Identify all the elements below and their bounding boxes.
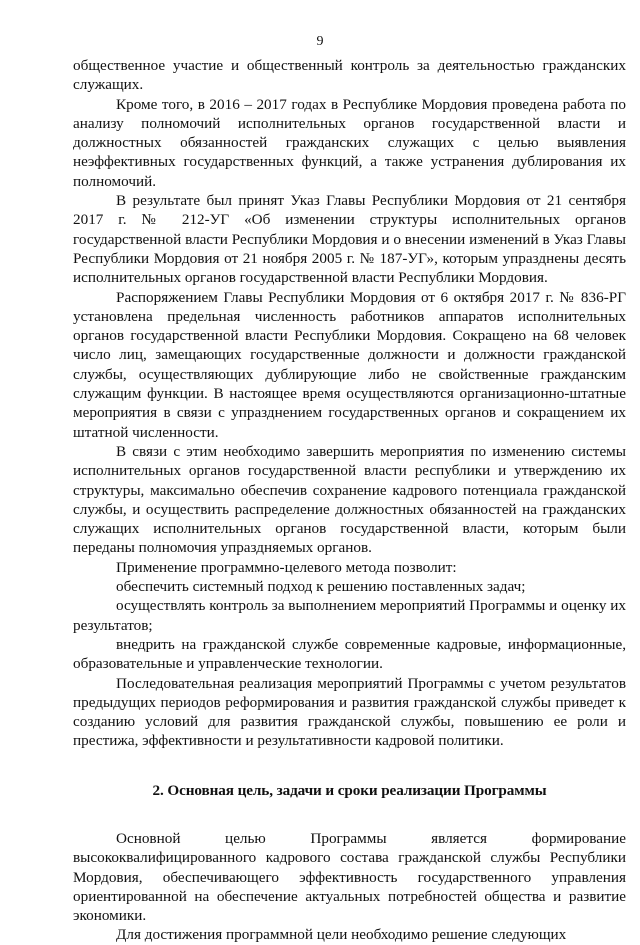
paragraph: В связи с этим необходимо завершить мероприятия по изменению системы исполнительных органов государственной власти республики и утверждению их структуры, максимально обеспечив сохранение кадрового потенциала гражданской службы, и осуществить распределение должностных обязанностей на гражданских служащих исполнительных органов государственной власти, которым были переданы полномочия упраздняемых органов. [73,442,626,557]
section-heading: 2. Основная цель, задачи и сроки реализации Программы [152,781,547,799]
paragraph: обеспечить системный подход к решению поставленных задач; [116,578,526,596]
page-number: 9 [316,34,324,49]
paragraph: осуществлять контроль за выполнением мероприятий Программы и оценку их результатов; [73,597,626,634]
paragraph: В результате был принят Указ Главы Республики Мордовия от 21 сентября 2017 г. № 212-УГ «Об изменении структуры исполнительных органов государственной власти Республики Мордовия и о внесении изменений в Указ Главы Республики Мордовия от 21 ноября 2005 г. № 187-УГ», которым упразднены десять исполнительных органов государственной власти Республики Мордовия. [73,192,626,287]
paragraph: внедрить на гражданской службе современные кадровые, информационные, образовательные и управленческие технологии. [73,635,626,673]
paragraph: общественное участие и общественный контроль за деятельностью гражданских служащих. [73,57,626,94]
document-body [73,56,626,945]
paragraph: Применение программно-целевого метода позволит: [116,558,457,576]
paragraph: Последовательная реализация мероприятий Программы с учетом результатов предыдущих периодов реформирования и развития гражданской службы приведет к созданию условий для развития гражданской службы, повышению ее роли и престижа, эффективности и результативности кадровой политики. [73,674,626,750]
paragraph: Основной целью Программы является формирование высококвалифицированного кадрового состава гражданской службы Республики Мордовия, обеспечивающего эффективность государственного управления ориентированной на обеспечение актуальных потребностей общества и развитие экономики. [73,829,626,925]
paragraph: Кроме того, в 2016 – 2017 годах в Республике Мордовия проведена работа по анализу полномочий исполнительных органов государственной власти и должностных обязанностей гражданских служащих с целью выявления неэффективных государственных функций, а также устранения дублирования их полномочий. [73,95,626,190]
paragraph: Распоряжением Главы Республики Мордовия от 6 октября 2017 г. № 836-РГ установлена предельная численность работников аппаратов исполнительных органов государственной власти Республики Мордовия. Сокращено на 68 человек число лиц, замещающих государственные должности и должности гражданской службы, осуществляющих дублирующие либо не свойственные гражданским служащим функции. В настоящее время осуществляются организационно-штатные мероприятия в связи с упразднением государственных органов и сокращением их штатной численности. [73,288,626,441]
paragraph: Для достижения программной цели необходимо решение следующих [116,926,567,944]
